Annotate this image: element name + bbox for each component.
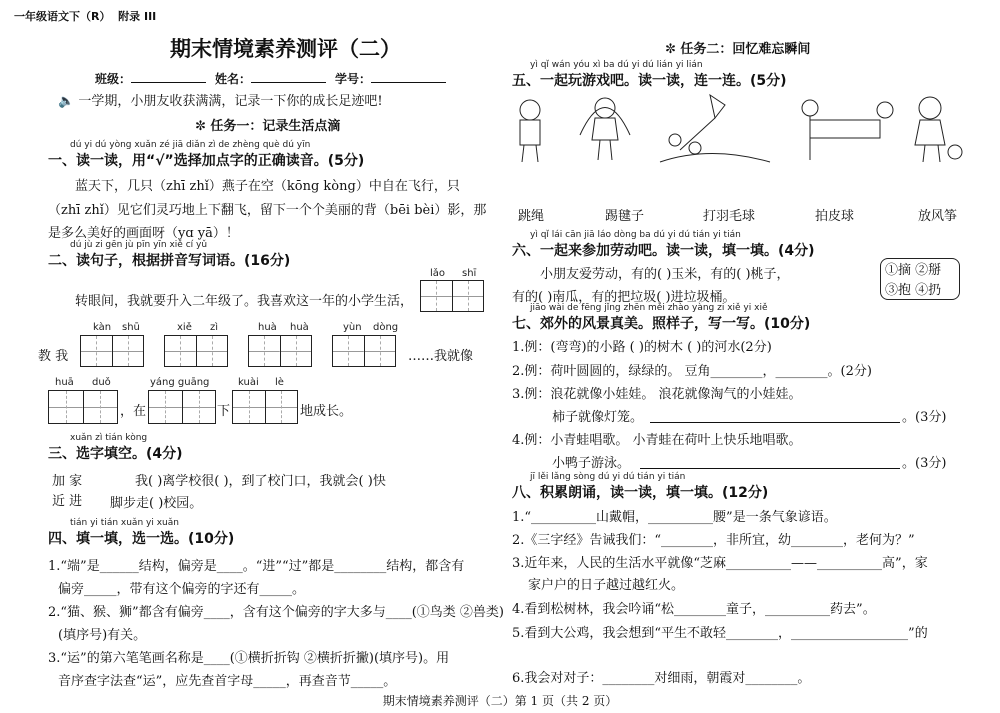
badminton-net-icon (802, 100, 893, 160)
q3-title: 三、选字填空。(4分) (48, 446, 183, 462)
q8-line6: 6.我会对对子：________对细雨，朝霞对________。 (512, 671, 811, 686)
tian-box-kanshu[interactable] (80, 335, 144, 367)
q8-line2: 2.《三字经》告诫我们：“________，非所宜，幼________，老何为？” (512, 533, 915, 548)
q1-title: 一、读一读，用“√”选择加点字的正确读音。(5分) (48, 153, 365, 169)
label-tiaosheng: 跳绳 (518, 209, 545, 224)
kite-flying-kids-icon (660, 95, 770, 162)
pinyin-lao: lǎo (430, 268, 446, 279)
pinyin: dòng (373, 322, 399, 333)
pinyin: yùn (343, 322, 362, 333)
q8-line5: 5.看到大公鸡，我会想到“平生不敢轻________，__________________”的 (512, 626, 928, 641)
q6-line2: 有的( )南瓜，有的把垃圾( )进垃圾桶。 (512, 290, 736, 305)
q4-pinyin: tián yi tián xuǎn yi xuǎn (70, 518, 179, 528)
game-illustrations (510, 90, 970, 170)
q8-title: 八、积累朗诵，读一读，填一填。(12分) (512, 485, 769, 501)
q2-sentence1: 转眼间，我就要升入二年级了。我喜欢这一年的小学生活， (75, 294, 414, 309)
q8-line3b: 家户户的日子越过越红火。 (528, 578, 685, 593)
page-footer: 期末情境素养测评（二）第 1 页（共 2 页） (382, 694, 618, 708)
q8-line1: 1.“__________山戴帽，__________腰”是一条气象谚语。 (512, 510, 837, 525)
id-label: 学号： (335, 70, 446, 87)
tian-box-kuaile[interactable] (232, 390, 298, 424)
answer-line[interactable] (650, 410, 900, 423)
q2-title: 二、读句子，根据拼音写词语。(16分) (48, 253, 291, 269)
ball-girl-icon (915, 97, 962, 162)
q4-line5: 3.“运”的第六笔笔画名称是____(①横折折钩 ②横折折撇)(填序号)。用 (48, 651, 450, 666)
q6-pinyin: yì qǐ lái cān jiā láo dòng ba dú yi dú tián yi tián (530, 230, 741, 240)
q3-sentence1: 我( )离学校很( )，到了校门口，我就会( )快 (135, 474, 386, 489)
page-title: 期末情境素养测评（二） (170, 37, 401, 61)
q2-pinyin: dú jù zi gēn jù pīn yīn xiě cí yǔ (70, 240, 208, 250)
q1-pinyin: dú yi dú yòng xuǎn zé jiā diǎn zì de zhèng què dú yīn (70, 140, 311, 150)
tian-box-yangguang[interactable] (148, 390, 216, 424)
tian-box-huaduo[interactable] (48, 390, 118, 424)
q2-sentence2a: 教 我 (38, 349, 69, 364)
speaker-icon: 🔈 (58, 94, 79, 109)
q7-line6-end: 。(3分) (902, 456, 947, 471)
answer-line[interactable] (640, 456, 900, 469)
q6-title: 六、一起来参加劳动吧。读一读，填一填。(4分) (512, 243, 815, 259)
q3-pinyin: xuǎn zì tián kòng (70, 433, 148, 443)
q1-line3: 是多么美好的画面呀（yɑ yā）！ (48, 226, 239, 241)
pinyin: shū (122, 322, 140, 333)
pinyin-shi: shī (462, 268, 477, 279)
q7-line1: 1.例：(弯弯)的小路 ( )的树木 ( )的河水(2分) (512, 340, 772, 355)
pinyin: duǒ (92, 377, 111, 388)
book-header: 一年级语文下（R） 附录 III (14, 10, 157, 23)
pinyin: lè (275, 377, 284, 388)
q7-line3: 3.例：浪花就像小娃娃。 浪花就像淘气的小娃娃。 (512, 387, 802, 402)
q7-line5: 4.例：小青蛙唱歌。 小青蛙在荷叶上快乐地唱歌。 (512, 433, 802, 448)
q7-title: 七、郊外的风景真美。照样子，写一写。(10分) (512, 316, 811, 332)
q4-line6: 音序查字法查“运”，应先查首字母_____，再查音节_____。 (58, 674, 397, 689)
q5-pinyin: yì qǐ wán yóu xì ba dú yi dú lián yi lián (530, 60, 703, 70)
label-paipiqiu: 拍皮球 (815, 209, 855, 224)
task1-heading: ✼ 任务一：记录生活点滴 (195, 119, 341, 134)
label-dayumaoqiu: 打羽毛球 (703, 209, 756, 224)
pinyin: kàn (93, 322, 112, 333)
q7-pinyin: jiāo wài de fēng jǐng zhēn měi zhào yàng zi xiě yi xiě (530, 303, 768, 313)
jump-rope-girl-icon (580, 98, 630, 160)
pinyin: zì (210, 322, 219, 333)
tian-box-xiezi[interactable] (164, 335, 228, 367)
class-label: 班级： (95, 70, 206, 87)
q4-title: 四、填一填，选一选。(10分) (48, 531, 235, 547)
tian-box-laoshi[interactable] (420, 280, 484, 312)
q2-sentence3c: 地成长。 (300, 404, 353, 419)
label-tijianzi: 踢毽子 (605, 209, 645, 224)
pinyin: huà (290, 322, 309, 333)
q8-line4: 4.看到松树林，我会吟诵“松________童子，__________药去”。 (512, 602, 876, 617)
q3-word-pair1: 加 家 (52, 474, 83, 489)
q2-sentence2b: ……我就像 (408, 349, 474, 364)
pinyin: huā (55, 377, 74, 388)
pinyin: kuài (238, 377, 259, 388)
q2-sentence3b: 下 (217, 404, 231, 419)
name-label: 姓名： (215, 70, 326, 87)
q1-line1: 蓝天下，几只（zhī zhǐ）燕子在空（kōng kòng）中自在飞行，只 (75, 179, 460, 194)
q3-word-pair2: 近 进 (52, 494, 83, 509)
pinyin: xiě (177, 322, 192, 333)
q4-line4: (填序号)有关。 (58, 628, 147, 643)
q4-line1: 1.“端”是______结构，偏旁是____。“进”“过”都是________结构，都含有 (48, 559, 465, 574)
q7-line6: 小鸭子游泳。 (552, 456, 631, 471)
q3-sentence2: 脚步走( )校园。 (110, 496, 203, 511)
q4-line2: 偏旁_____，带有这个偏旁的字还有_____。 (58, 582, 306, 597)
q7-line4-end: 。(3分) (902, 410, 947, 425)
q5-title: 五、一起玩游戏吧。读一读，连一连。(5分) (512, 73, 787, 89)
child-reading-icon (520, 100, 540, 162)
q2-sentence3a: ，在 (120, 404, 147, 419)
tian-box-yundong[interactable] (332, 335, 396, 367)
q1-line2: （zhī zhǐ）见它们灵巧地上下翻飞，留下一个个美丽的背（bēi bèi）影，那 (48, 203, 487, 218)
pinyin: huà (258, 322, 277, 333)
q8-line3: 3.近年来，人民的生活水平就像“芝麻__________——__________高”，家 (512, 556, 928, 571)
pinyin: yáng guāng (150, 377, 210, 388)
q7-line2: 2.例：荷叶圆圆的，绿绿的。 豆角________，________。(2分) (512, 364, 872, 379)
tian-box-huahua[interactable] (248, 335, 312, 367)
q8-pinyin: jī lěi lǎng sòng dú yi dú tián yi tián (530, 472, 686, 482)
intro-text: 🔈 一学期，小朋友收获满满，记录一下你的成长足迹吧! (58, 94, 383, 109)
q6-options-box: ①摘 ②掰 ③抱 ④扔 (880, 258, 960, 300)
q4-line3: 2.“猫、猴、狮”都含有偏旁____，含有这个偏旁的字大多与____(①鸟类 ②兽类) (48, 605, 504, 620)
q6-line1: 小朋友爱劳动，有的( )玉米，有的( )桃子， (540, 267, 790, 282)
task2-heading: ✼ 任务二：回忆难忘瞬间 (665, 42, 811, 57)
q7-line4: 柿子就像灯笼。 (552, 410, 644, 425)
label-fangfengzheng: 放风筝 (918, 209, 958, 224)
